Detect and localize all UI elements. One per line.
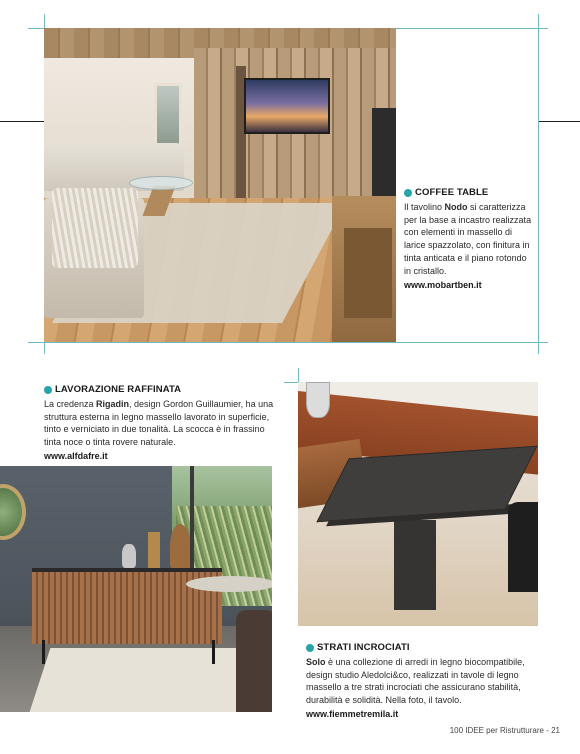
lavorazione-caption [44, 384, 280, 463]
bullet-dot-icon [404, 189, 412, 197]
bullet-dot-icon [44, 386, 52, 394]
round-mirror [0, 484, 26, 540]
coffee-table-nodo [129, 176, 193, 190]
coffee-table-caption [404, 187, 534, 291]
lavorazione-text: La credenza Rigadin, design Gordon Guillaumier, ha una struttura esterna in legno massello lavorato in superficie, tinto e verniciato in due tonalità. La scocca è in frassino tinta noce o tinta rovere naturale. [44, 398, 274, 448]
page-footer: 100 IDEE per Ristrutturare - 21 [449, 726, 560, 735]
sideboard-photo [0, 466, 272, 712]
fiemmetremila-link[interactable]: www.fiemmetremila.it [306, 708, 399, 719]
bullet-dot-icon [306, 644, 314, 652]
glass-vase [306, 382, 330, 418]
crop-mark [28, 342, 548, 343]
window [154, 83, 182, 147]
coffee-table-heading: COFFEE TABLE [404, 187, 534, 200]
alfdafre-link[interactable]: www.alfdafre.it [44, 450, 108, 461]
strati-caption [306, 642, 542, 721]
strati-heading: STRATI INCROCIATI [306, 642, 542, 655]
crop-mark [538, 121, 580, 122]
strati-text: Solo è una collezione di arredi in legno biocompatibile, design studio Aledolci&co, realizzati in tavole di legno massello a tre strati incrociati che assicurano stabilità, durabilità e solidità. Nella foto, il tavolo. [306, 656, 525, 706]
table-photo [298, 382, 538, 626]
living-room-photo [44, 28, 396, 342]
lavorazione-heading: LAVORAZIONE RAFFINATA [44, 384, 280, 397]
television [244, 78, 330, 134]
mobartben-link[interactable]: www.mobartben.it [404, 279, 482, 290]
coffee-table-text: Il tavolino Nodo si caratterizza per la base a incastro realizzata con elementi in massello di larice spazzolato, con finitura in tinta anticata e il piano rotondo in cristallo. [404, 201, 532, 276]
crop-mark [0, 121, 48, 122]
crop-mark [538, 14, 539, 354]
